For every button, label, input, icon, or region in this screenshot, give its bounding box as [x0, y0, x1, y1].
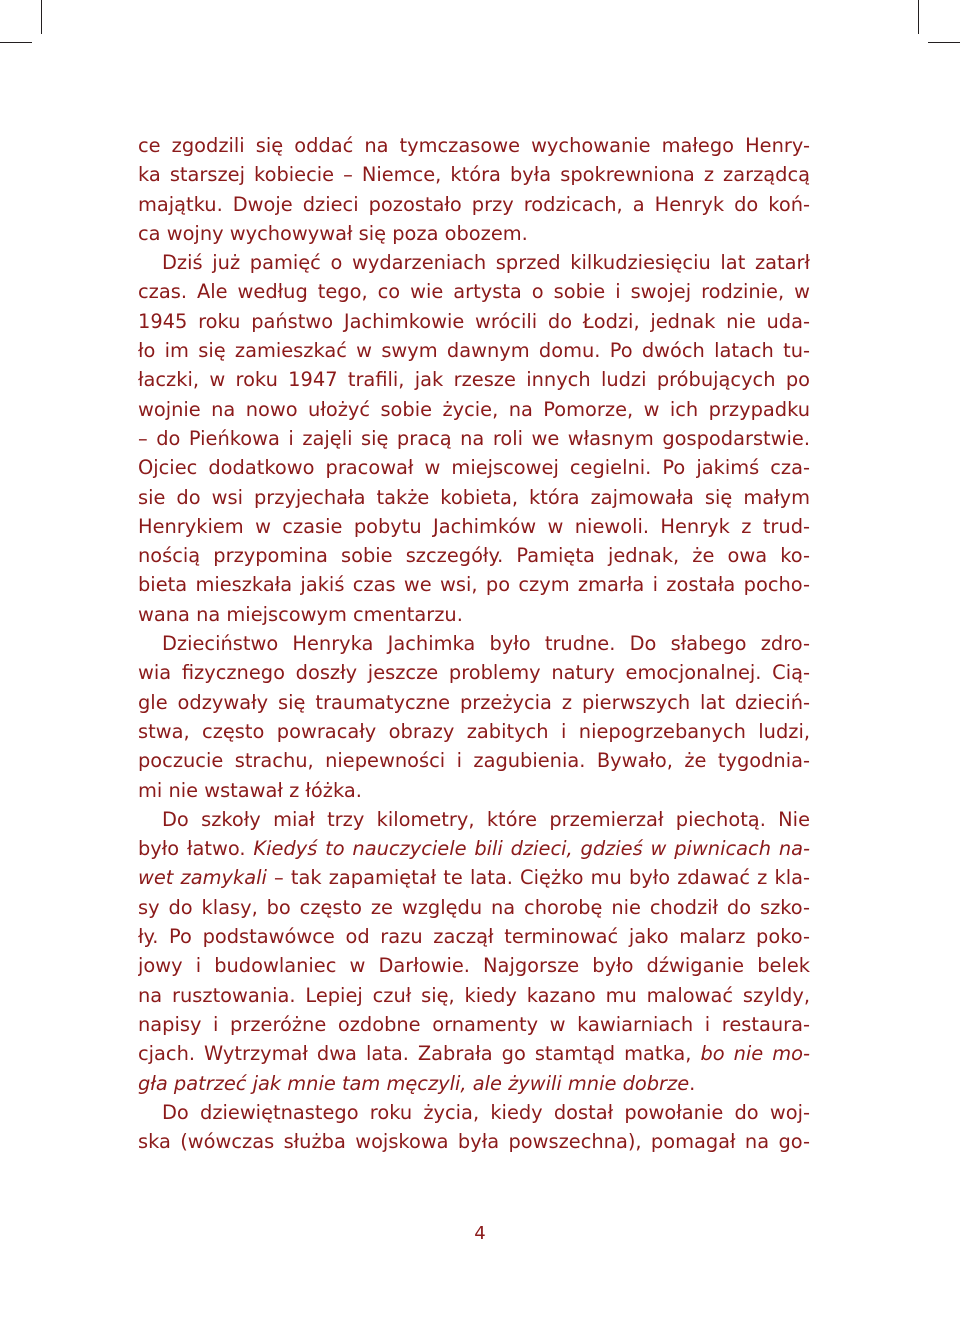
text-line: stwa, często powracały obrazy zabitych i niepogrzebanych ludzi, [138, 719, 810, 743]
text-line: – do Pieńkowa i zajęli się pracą na roli we własnym gospodarstwie. [138, 426, 810, 450]
text-run: – tak zapamiętał te lata. Ciężko mu było zdawać z kla- [266, 866, 810, 890]
text-line [138, 1039, 810, 1068]
quoted-text: wet zamykali [138, 866, 267, 890]
text-line: sy do klasy, bo często ze względu na chorobę nie chodził do szko- [138, 895, 810, 919]
quoted-text: bo nie mo- [700, 1042, 810, 1066]
text-line: jowy i budowlaniec w Darłowie. Najgorsze było dźwiganie belek [138, 954, 810, 978]
text-line: Dziś już pamięć o wydarzeniach sprzed kilkudziesięciu lat zatarł [162, 251, 810, 275]
text-line: wia fizycznego doszły jeszcze problemy natury emocjonalnej. Cią- [138, 661, 810, 685]
text-line: wojnie na nowo ułożyć sobie życie, na Pomorze, w ich przypadku [138, 397, 810, 421]
crop-mark-top-right [918, 0, 919, 34]
text-line: bieta mieszkała jakiś czas we wsi, po czym zmarła i została pocho- [138, 573, 810, 597]
text-line: sie do wsi przyjechała także kobieta, która zajmowała się małym [138, 485, 810, 509]
text-line: łaczki, w roku 1947 trafili, jak rzesze innych ludzi próbujących po [138, 368, 810, 392]
text-line: ce zgodzili się oddać na tymczasowe wychowanie małego Henry- [138, 134, 810, 157]
text-line: ło im się zamieszkać w swym dawnym domu. Po dwóch latach tu- [138, 339, 810, 363]
text-line: Dzieciństwo Henryka Jachimka było trudne. Do słabego zdro- [162, 632, 810, 656]
text-line [138, 1069, 810, 1098]
text-line: gle odzywały się traumatyczne przeżycia z pierwszych lat dzieciń- [138, 690, 810, 714]
crop-mark-top-right-horizontal [928, 42, 960, 43]
text-line: Henrykiem w czasie pobytu Jachimków w niewoli. Henryk z trud- [138, 514, 810, 538]
text-line [138, 834, 810, 863]
text-line: napisy i przeróżne ozdobne ornamenty w kawiarniach i restaura- [138, 1012, 810, 1036]
text-line: Ojciec dodatkowo pracował w miejscowej cegielni. Po jakimś cza- [138, 456, 810, 480]
text-line: poczucie strachu, niepewności i zagubienia. Bywało, że tygodnia- [138, 749, 810, 773]
text-line: Do szkoły miał trzy kilometry, które przemierzał piechotą. Nie [162, 807, 810, 831]
text-line: 1945 roku państwo Jachimkowie wrócili do Łodzi, jednak nie uda- [138, 309, 810, 333]
text-line: czas. Ale według tego, co wie artysta o sobie i swojej rodzinie, w [138, 280, 810, 304]
quoted-text: Kiedyś to nauczyciele bili dzieci, gdzieś w piwnicach na- [253, 837, 810, 861]
text-line: ca wojny wychowywał się poza obozem. [138, 221, 528, 245]
text-line: na rusztowania. Lepiej czuł się, kiedy kazano mu malować szyldy, [138, 983, 810, 1007]
text-line: nością przypomina sobie szczegóły. Pamięta jednak, że owa ko- [138, 544, 810, 568]
text-line: ka starszej kobiecie – Niemce, która była spokrewniona z zarządcą [138, 163, 810, 187]
text-line: wana na miejscowym cmentarzu. [138, 602, 463, 626]
text-run: było łatwo. [138, 837, 254, 861]
crop-mark-top-left-horizontal [0, 42, 32, 43]
quoted-text: gła patrzeć jak mnie tam męczyli, ale żywili mnie dobrze [138, 1071, 690, 1095]
body-text [138, 131, 810, 1156]
page-number: 4 [474, 1223, 486, 1244]
text-run: cjach. Wytrzymał dwa lata. Zabrała go stamtąd matka, [138, 1042, 701, 1066]
text-line: Do dziewiętnastego roku życia, kiedy dostał powołanie do woj- [162, 1100, 810, 1124]
text-line [138, 863, 810, 892]
text-line: majątku. Dwoje dzieci pozostało przy rodzicach, a Henryk do koń- [138, 192, 810, 216]
text-line: ska (wówczas służba wojskowa była powszechna), pomagał na go- [138, 1130, 810, 1154]
text-run: . [689, 1071, 696, 1095]
text-line: ły. Po podstawówce od razu zaczął terminować jako malarz poko- [138, 925, 810, 949]
crop-mark-top-left [41, 0, 42, 34]
text-line: mi nie wstawał z łóżka. [138, 778, 362, 802]
